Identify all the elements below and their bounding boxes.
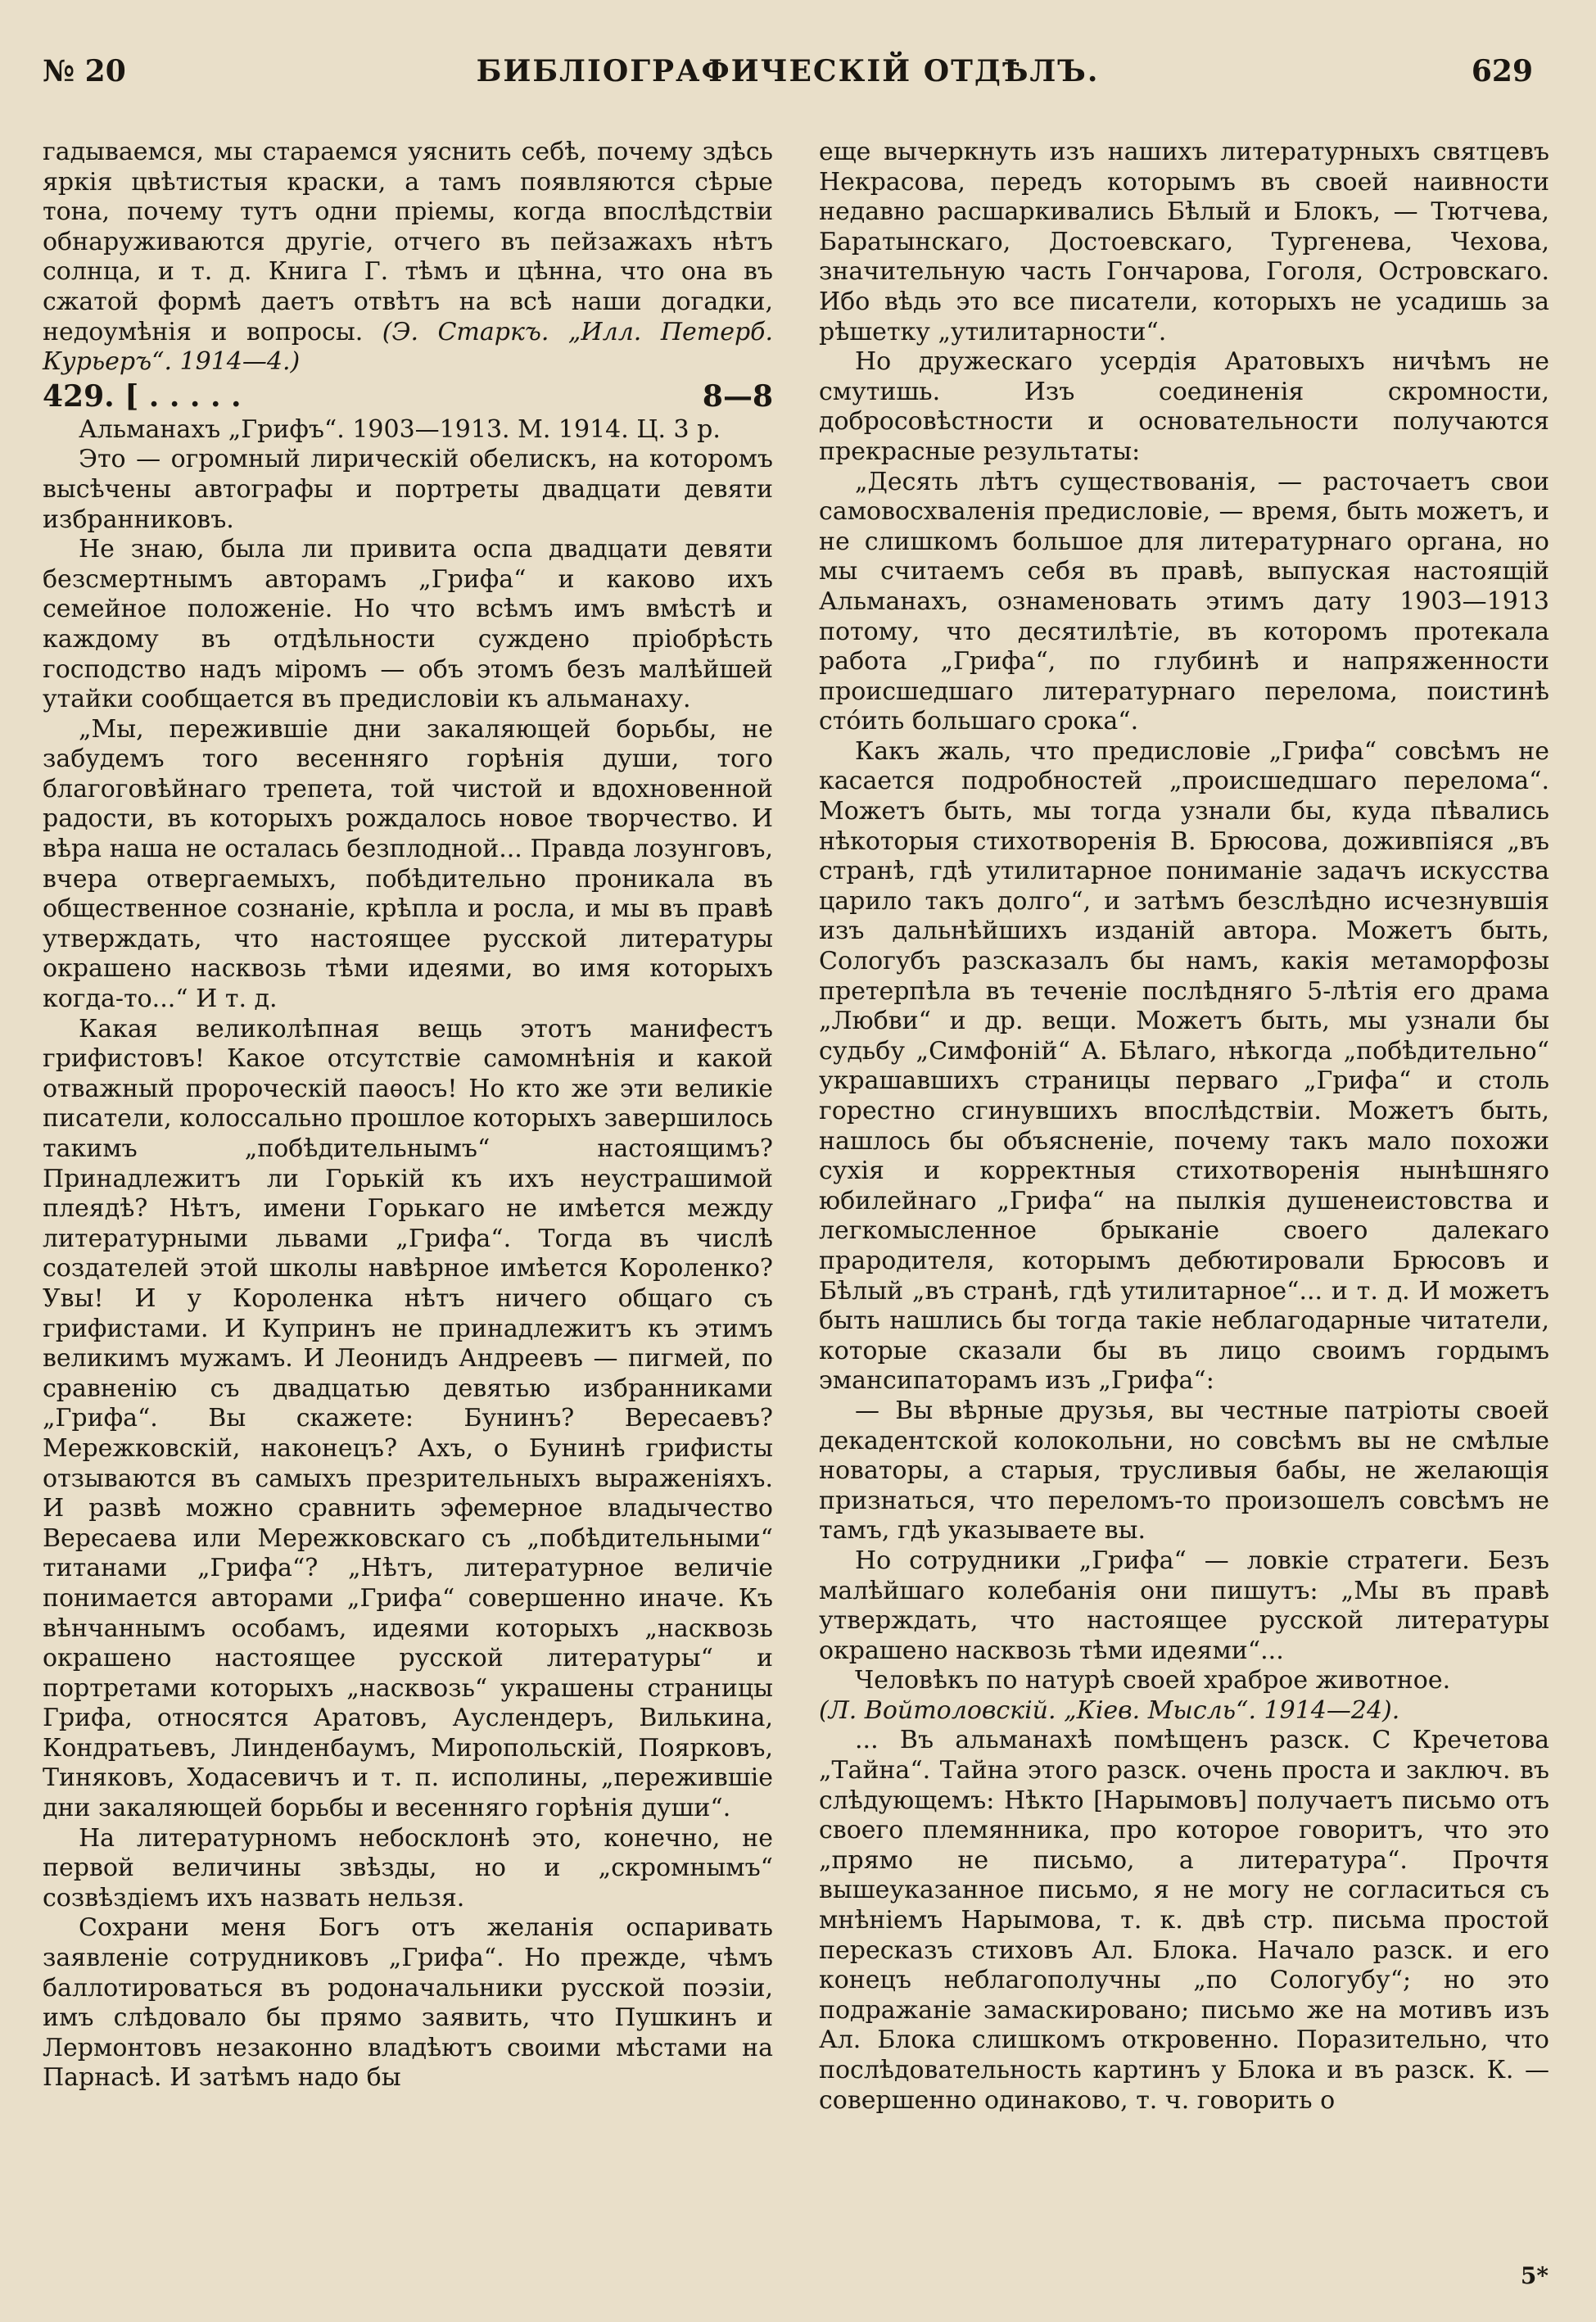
paragraph: — Вы вѣрные друзья, вы честные патріоты своей декадентской колокольни, но совсѣмъ вы не смѣлые новаторы, а старыя, трусливыя бабы, не желающія признаться, что переломъ-то произошелъ совсѣмъ не тамъ, гдѣ указываете вы. [819, 1396, 1549, 1546]
paragraph: Не знаю, была ли привита оспа двадцати девяти безсмертнымъ авторамъ „Грифа“ и каково ихъ семейное положеніе. Но что всѣмъ имъ вмѣстѣ и каждому въ отдѣльности суждено пріобрѣсть господство надъ міромъ — объ этомъ безъ малѣйшей утайки сообщается въ предисловіи къ альманаху. [43, 535, 773, 714]
page-number: 629 [1471, 54, 1533, 88]
paragraph: гадываемся, мы стараемся уяснить себѣ, почему здѣсь яркія цвѣтистыя краски, а тамъ появляются сѣрые тона, почему тутъ одни пріемы, когда впослѣдствіи обнаруживаются другіе, отчего въ пейзажахъ нѣтъ солнца, и т. д. Книга Г. тѣмъ и цѣнна, что она въ сжатой формѣ даетъ отвѣтъ на всѣ наши догадки, недоумѣнія и вопросы. (Э. Старкъ. „Илл. Петерб. Курьеръ“. 1914—4.) [43, 138, 773, 377]
paragraph: Но дружескаго усердія Аратовыхъ ничѣмъ не смутишь. Изъ соединенія скромности, добросовѣстности и основательности получаются прекрасные результаты: [819, 347, 1549, 466]
signature-mark: 5* [1520, 2262, 1549, 2289]
entry-title: Альманахъ „Грифъ“. 1903—1913. М. 1914. Ц. 3 р. [79, 414, 721, 444]
issue-number: № 20 [43, 54, 126, 88]
right-column [819, 138, 1549, 2116]
paragraph: Какъ жаль, что предисловіе „Грифа“ совсѣмъ не касается подробностей „происшедшаго перелома“. Можетъ быть, мы тогда узнали бы, куда пѣвались нѣкоторыя стихотворенія В. Брюсова, доживпіяся „въ странѣ, гдѣ утилитарное пониманіе задачъ искусства царило такъ долго“, и затѣмъ безслѣдно исчезнувшія изъ дальнѣйшихъ изданій автора. Можетъ быть, Сологубъ разсказалъ бы намъ, какія метаморфозы претерпѣла въ теченіе послѣдняго 5-лѣтія его драма „Любви“ и др. вещи. Можетъ быть, мы узнали бы судьбу „Симфоній“ А. Бѣлаго, нѣкогда „побѣдительно“ украшавшихъ страницы перваго „Грифа“ и столь горестно сгинувшихъ впослѣдствіи. Можетъ быть, нашлось бы объясненіе, почему такъ мало похожи сухія и корректныя стихотворенія нынѣшняго юбилейнаго „Грифа“ на пылкія душенеистовства и легкомысленное брыканіе своего далекаго прародителя, которымъ дебютировали Брюсовъ и Бѣлый „въ странѣ, гдѣ утилитарное“... и т. д. И можетъ быть нашлись бы тогда такіе неблагодарные читатели, которые сказали бы въ лицо своимъ гордымъ эмансипаторамъ изъ „Грифа“: [819, 736, 1549, 1396]
paragraph: Какая великолѣпная вещь этотъ манифестъ грифистовъ! Какое отсутствіе самомнѣнія и какой отважный пророческій паѳосъ! Но кто же эти великіе писатели, колоссально прошлое которыхъ завершилось такимъ „побѣдительнымъ“ настоящимъ? Принадлежитъ ли Горькій къ ихъ неустрашимой плеядѣ? Нѣтъ, имени Горькаго не имѣется между литературными львами „Грифа“. Тогда въ числѣ создателей этой школы навѣрное имѣется Короленко? Увы! И у Короленка нѣтъ ничего общаго съ грифистами. И Купринъ не принадлежитъ къ этимъ великимъ мужамъ. И Леонидъ Андреевъ — пигмей, по сравненію съ двадцатью девятью избранниками „Грифа“. Вы скажете: Бунинъ? Вересаевъ? Мережковскій, наконецъ? Ахъ, о Бунинѣ грифисты отзываются въ самыхъ презрительныхъ выраженіяхъ. И развѣ можно сравнить эфемерное владычество Вересаева или Мережковскаго съ „побѣдительными“ титанами „Грифа“? „Нѣтъ, литературное величіе понимается авторами „Грифа“ совершенно иначе. Къ вѣнчаннымъ особамъ, идеями которыхъ „насквозь окрашено настоящее русской литературы“ и портретами которыхъ „насквозь“ украшены страницы Грифа, относятся Аратовъ, Ауслендеръ, Вилькина, Кондратьевъ, Линденбаумъ, Миропольскій, Поярковъ, Тиняковъ, Ходасевичъ и т. п. исполины, „пережившіе дни закаляющей борьбы и весенняго горѣнія души“. [43, 1014, 773, 1823]
paragraph: Но сотрудники „Грифа“ — ловкіе стратеги. Безъ малѣйшаго колебанія они пишутъ: „Мы въ правѣ утверждать, что настоящее русской литературы окрашено насквозь тѣми идеями“... [819, 1546, 1549, 1665]
paragraph: ... Въ альманахѣ помѣщенъ разск. С Кречетова „Тайна“. Тайна этого разск. очень проста и заключ. въ слѣдующемъ: Нѣкто [Нарымовъ] получаетъ письмо отъ своего племянника, про которое говоритъ, что это „прямо не письмо, а литература“. Прочтя вышеуказанное письмо, я не могу не согласиться съ мнѣніемъ Нарымова, т. к. двѣ стр. письма простой пересказъ стиховъ Ал. Блока. Начало разск. и его конецъ неблагополучны „по Сологубу“; но это подражаніе замаскировано; письмо же на мотивъ изъ Ал. Блока слишкомъ откровенно. Поразительно, что послѣдовательность картинъ у Блока и въ разск. К. — совершенно одинаково, т. ч. говорить о [819, 1726, 1549, 2115]
paragraph: Человѣкъ по натурѣ своей храброе животное. [855, 1666, 1451, 1695]
paragraph: Это — огромный лирическій обелискъ, на которомъ высѣчены автографы и портреты двадцати девяти избранниковъ. [43, 445, 773, 534]
section-title: БИБЛІОГРАФИЧЕСКІЙ ОТДѢЛЪ. [476, 54, 1100, 88]
paragraph: еще вычеркнуть изъ нашихъ литературныхъ святцевъ Некрасова, передъ которымъ въ своей наивности недавно расшаркивались Бѣлый и Блокъ, — Тютчева, Баратынскаго, Достоевскаго, Тургенева, Чехова, значительную часть Гончарова, Гоголя, Островскаго. Ибо вѣдь это все писатели, которыхъ не усадишь за рѣшетку „утилитарности“. [819, 138, 1549, 346]
left-column [43, 138, 773, 2093]
paragraph: На литературномъ небосклонѣ это, конечно, не первой величины звѣзды, но и „скромнымъ“ созвѣздіемъ ихъ назвать нельзя. [43, 1823, 773, 1912]
source-citation: (Э. Старкъ. „Илл. Петерб. Курьеръ“. 1914—4.) [43, 317, 773, 377]
entry-rating: 8—8 [702, 378, 773, 414]
paragraph: Сохрани меня Богъ отъ желанія оспаривать заявленіе сотрудниковъ „Грифа“. Но прежде, чѣмъ баллотироваться въ родоначальники русской поэзіи, имъ слѣдовало бы прямо заявить, что Пушкинъ и Лермонтовъ незаконно владѣютъ своими мѣстами на Парнасѣ. И затѣмъ надо бы [43, 1913, 773, 2093]
entry-heading [43, 378, 773, 415]
quotation: „Десять лѣтъ существованія, — расточаетъ свои самовосхваленія предисловіе, — время, быть можетъ, и не слишкомъ большое для литературнаго органа, но мы считаемъ себя въ правѣ, выпуская настоящій Альманахъ, ознаменовать этимъ дату 1903—1913 потому, что десятилѣтіе, въ которомъ протекала работа „Грифа“, по глубинѣ и напряженности происшедшаго литературнаго перелома, поистинѣ стóить большаго срока“. [819, 467, 1549, 736]
entry-number: 429. [ . . . . . [43, 378, 242, 414]
source-citation: (Л. Войтоловскій. „Кіев. Мысль“. 1914—24). [819, 1695, 1400, 1725]
quotation: „Мы, пережившіе дни закаляющей борьбы, не забудемъ того весенняго горѣнія души, того благоговѣйнаго трепета, той чистой и вдохновенной радости, въ которыхъ рождалось новое творчество. И вѣра наша не осталась безплодной... Правда лозунговъ, вчера отвергаемыхъ, побѣдительно проникала въ общественное сознаніе, крѣпла и росла, и мы въ правѣ утверждать, что настоящее русской литературы окрашено насквозь тѣми идеями, во имя которыхъ когда-то...“ И т. д. [43, 714, 773, 1014]
page-header [43, 54, 1533, 103]
